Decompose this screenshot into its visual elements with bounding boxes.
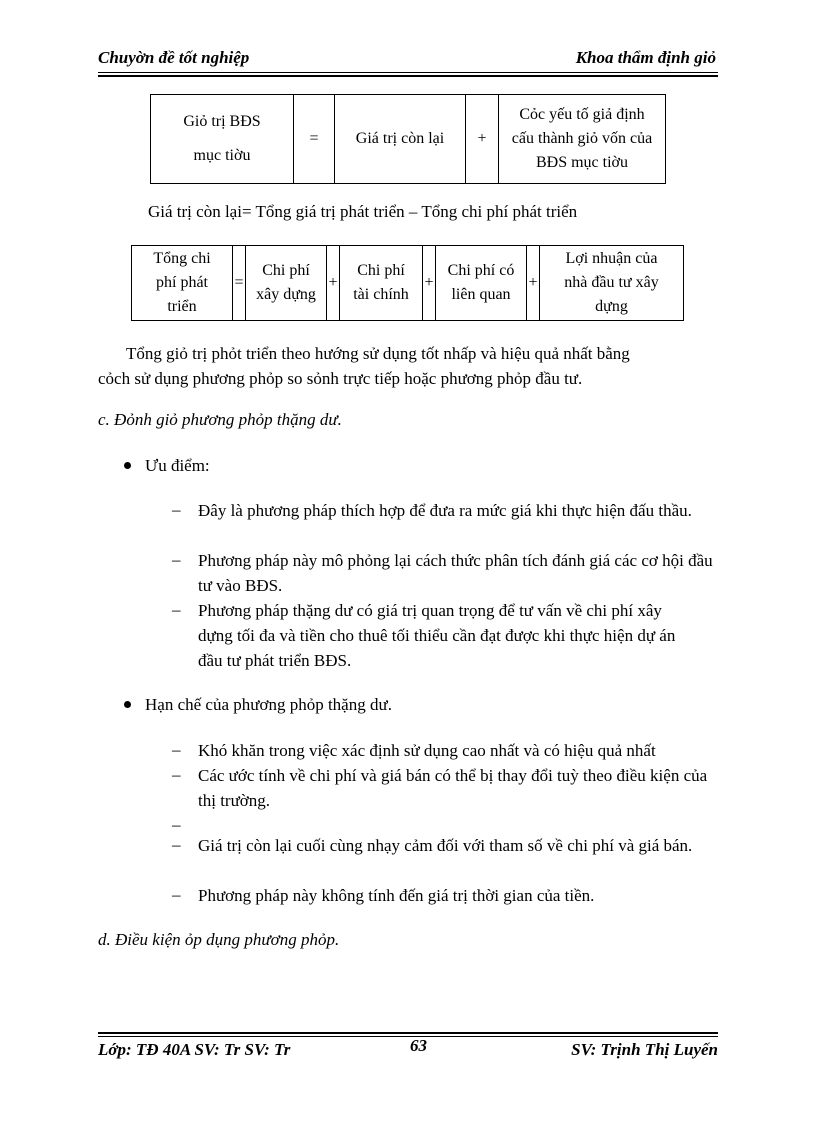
- construction-cost-cell: [246, 246, 327, 321]
- profit-line1: Lợi nhuận của: [565, 250, 658, 267]
- target-value-line1: Giỏ trị BĐS: [183, 113, 261, 130]
- assumption-line1: Cỏc yếu tố giả định: [519, 106, 645, 123]
- plus-cell-2: +: [423, 246, 436, 321]
- bullet-icon: [124, 462, 131, 469]
- equals-cell-2: =: [233, 246, 246, 321]
- development-cost-table: [131, 245, 684, 321]
- total-cost-cell: [132, 246, 233, 321]
- dash-icon: –: [172, 600, 181, 619]
- target-value-line2: mục tiờu: [193, 147, 251, 164]
- related-line1: Chi phí có: [447, 262, 515, 279]
- footer-rule-thick: [98, 1032, 718, 1034]
- dash-icon: –: [172, 550, 181, 569]
- residual-value-table: [150, 94, 666, 184]
- section-c-heading: c. Đỏnh giỏ phương phỏp thặng dư.: [98, 410, 342, 429]
- limitation-item: Phương pháp này không tính đến giá trị thời gian của tiền.: [198, 886, 595, 905]
- profit-line2: nhà đầu tư xây: [564, 274, 659, 291]
- target-value-cell: [151, 95, 294, 184]
- residual-cell: Giá trị còn lại: [335, 95, 466, 184]
- dash-icon: –: [172, 500, 181, 519]
- dash-icon: –: [172, 740, 181, 759]
- footer-left: Lớp: TĐ 40A SV: Tr SV: Tr: [98, 1040, 291, 1059]
- advantage-item: Phương pháp thặng dư có giá trị quan trọng để tư vấn về chi phí xây dựng tối đa và tiền cho thuê tối thiểu cần đạt được khi thực hiện dự án đầu tư phát triển BĐS.: [198, 601, 676, 670]
- limitations-bullet: [124, 695, 392, 715]
- formula-line: Giá trị còn lại= Tổng giá trị phát triển – Tổng chi phí phát triển: [148, 202, 578, 221]
- advantages-bullet: [124, 456, 210, 476]
- plus-cell-1: +: [327, 246, 340, 321]
- related-line2: liên quan: [451, 286, 511, 303]
- page-number: 63: [410, 1036, 427, 1055]
- footer-rule: [98, 1036, 718, 1037]
- header-right: Khoa thẩm định giỏ: [575, 48, 716, 67]
- header-left: Chuyờn đề tốt nghiệp: [98, 48, 250, 67]
- total-cost-line1: Tổng chi: [153, 250, 211, 267]
- assumption-line3: BĐS mục tiờu: [535, 154, 629, 171]
- limitation-item: Các ước tính về chi phí và giá bán có thể bị thay đổi tuỳ theo điều kiện của thị trường.: [198, 766, 708, 810]
- plus-cell-3: +: [527, 246, 540, 321]
- footer-right: SV: Trịnh Thị Luyến: [571, 1040, 718, 1059]
- profit-line3: dựng: [595, 298, 628, 315]
- advantage-item: Đây là phương pháp thích hợp để đưa ra mức giá khi thực hiện đấu thầu.: [198, 501, 692, 520]
- dash-icon: –: [172, 835, 181, 854]
- advantages-title: Ưu điểm:: [145, 456, 210, 475]
- dash-icon: –: [172, 885, 181, 904]
- limitations-title: Hạn chế của phương phỏp thặng dư.: [145, 695, 392, 714]
- finance-line2: tài chính: [353, 286, 409, 303]
- para-line2: cỏch sử dụng phương phỏp so sỏnh trực tiếp hoặc phương phỏp đầu tư.: [98, 369, 583, 388]
- construction-line2: xây dựng: [256, 286, 316, 303]
- finance-line1: Chi phí: [357, 262, 405, 279]
- total-cost-line2: phí phát: [156, 274, 208, 291]
- total-cost-line3: triển: [167, 298, 197, 315]
- related-cost-cell: [436, 246, 527, 321]
- section-d-heading: d. Điều kiện ỏp dụng phương phỏp.: [98, 930, 340, 949]
- para-line1: Tổng giỏ trị phỏt triển theo hướng sử dụng tốt nhấp và hiệu quả nhất bằng: [126, 344, 630, 363]
- limitation-item: Khó khăn trong việc xác định sử dụng cao nhất và có hiệu quả nhất: [198, 741, 656, 760]
- bullet-icon: [124, 701, 131, 708]
- header-rule-thick: [98, 75, 718, 77]
- dash-icon: –: [172, 765, 181, 784]
- limitation-item: Giá trị còn lại cuối cùng nhạy cảm đối với tham số về chi phí và giá bán.: [198, 836, 693, 855]
- assumption-line2: cấu thành giỏ vốn của: [511, 130, 653, 147]
- header-rule: [98, 72, 718, 73]
- construction-line1: Chi phí: [262, 262, 310, 279]
- equals-cell: =: [294, 95, 335, 184]
- plus-cell: +: [466, 95, 499, 184]
- assumption-cell: [499, 95, 666, 184]
- dash-icon: –: [172, 815, 181, 834]
- finance-cost-cell: [340, 246, 423, 321]
- developer-profit-cell: [540, 246, 684, 321]
- advantage-item: Phương pháp này mô phỏng lại cách thức phân tích đánh giá các cơ hội đầu tư vào BĐS.: [198, 551, 713, 595]
